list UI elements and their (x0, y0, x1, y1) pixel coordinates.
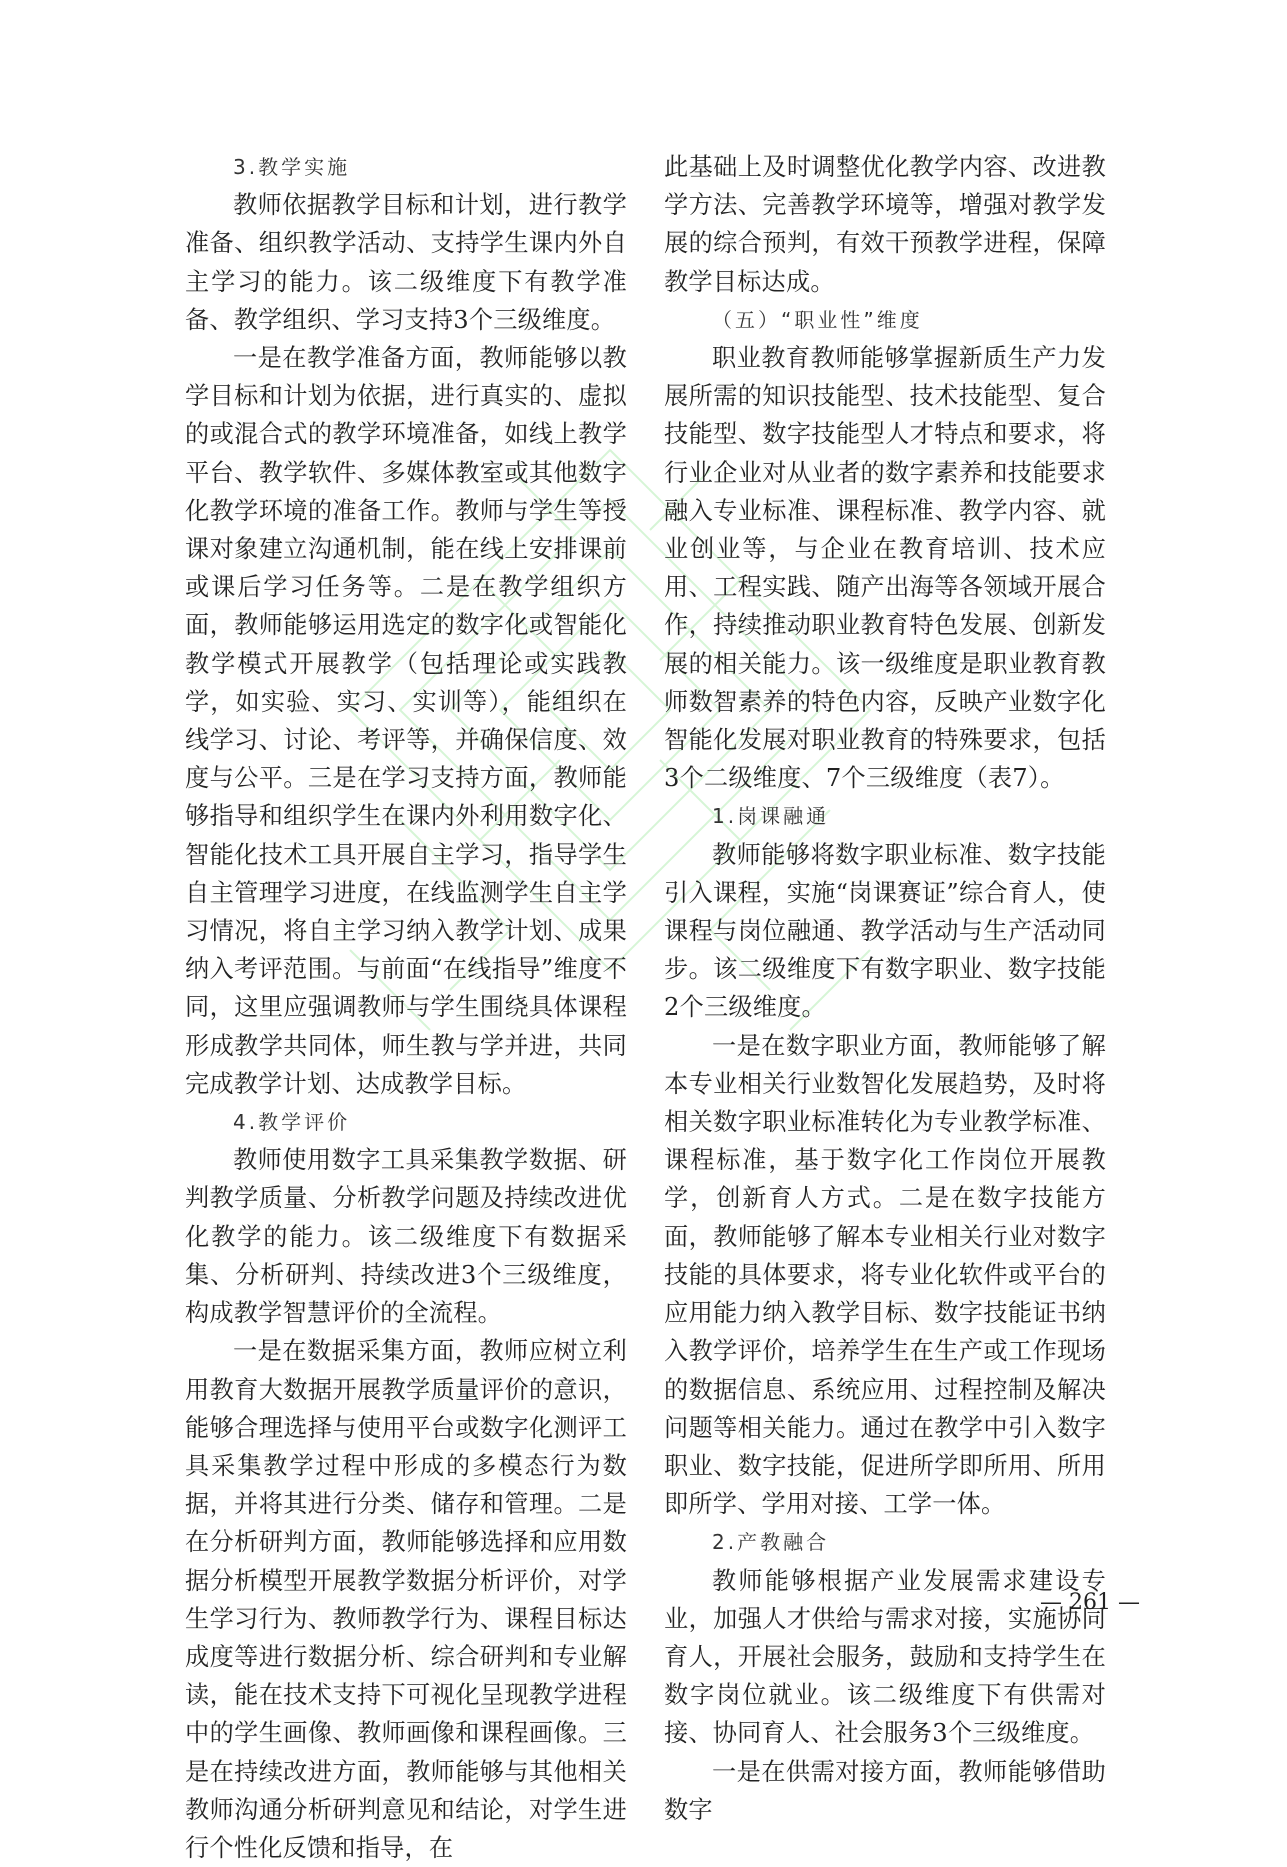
body-paragraph: 职业教育教师能够掌握新质生产力发展所需的知识技能型、技术技能型、复合技能型、数字技能型人才特点和要求，将行业企业对从业者的数字素养和技能要求融入专业标准、课程标准、教学内容、就业创业等，与企业在教育培训、技术应用、工程实践、随产出海等各领域开展合作，持续推动职业教育特色发展、创新发展的相关能力。该一级维度是职业教育教师数智素养的特色内容，反映产业数字化智能化发展对职业教育的特殊要求，包括3个二级维度、7个三级维度（表7）。 (664, 344, 1106, 793)
body-paragraph: 一是在教学准备方面，教师能够以教学目标和计划为依据，进行真实的、虚拟的或混合式的教学环境准备，如线上教学平台、教学软件、多媒体教室或其他数字化教学环境的准备工作。教师与学生等授课对象建立沟通机制，能在线上安排课前或课后学习任务等。二是在教学组织方面，教师能够运用选定的数字化或智能化教学模式开展教学（包括理论或实践教学，如实验、实习、实训等），能组织在线学习、讨论、考评等，并确保信度、效度与公平。三是在学习支持方面，教师能够指导和组织学生在课内外利用数字化、智能化技术工具开展自主学习，指导学生自主管理学习进度，在线监测学生自主学习情况，将自主学习纳入教学计划、成果纳入考评范围。与前面“在线指导”维度不同，这里应强调教师与学生围绕具体课程形成教学共同体，师生教与学并进，共同完成教学计划、达成教学目标。 (185, 344, 627, 1098)
section-heading-vocational-dimension: （五）“职业性”维度 (712, 307, 923, 332)
body-paragraph: 教师能够将数字职业标准、数字技能引入课程，实施“岗课赛证”综合育人，使课程与岗位融通、教学活动与生产活动同步。该二级维度下有数字职业、数字技能2个三级维度。 (664, 840, 1106, 1022)
body-paragraph: 一是在供需对接方面，教师能够借助数字 (664, 1757, 1106, 1824)
body-paragraph: 教师能够根据产业发展需求建设专业，加强人才供给与需求对接，实施协同育人，开展社会服务，鼓励和支持学生在数字岗位就业。该二级维度下有供需对接、协同育人、社会服务3个三级维度。 (664, 1566, 1106, 1748)
left-column (185, 148, 627, 1867)
body-paragraph: 一是在数据采集方面，教师应树立利用教育大数据开展教学质量评价的意识，能够合理选择与使用平台或数字化测评工具采集教学过程中形成的多模态行为数据，并将其进行分类、储存和管理。二是在分析研判方面，教师能够选择和应用数据分析模型开展教学数据分析评价，对学生学习行为、教师教学行为、课程目标达成度等进行数据分析、综合研判和专业解读，能在技术支持下可视化呈现教学进程中的学生画像、教师画像和课程画像。三是在持续改进方面，教师能够与其他相关教师沟通分析研判意见和结论，对学生进行个性化反馈和指导，在 (185, 1337, 627, 1862)
right-column (664, 148, 1106, 1829)
page-number: — 261 — (1040, 1590, 1140, 1615)
section-heading-industry-education-integration: 2.产教融合 (712, 1530, 830, 1555)
section-heading-teaching-evaluation: 4.教学评价 (233, 1110, 351, 1135)
body-paragraph: 教师使用数字工具采集教学数据、研判教学质量、分析教学问题及持续改进优化教学的能力。该二级维度下有数据采集、分析研判、持续改进3个三级维度，构成教学智慧评价的全流程。 (185, 1146, 627, 1328)
body-paragraph: 一是在数字职业方面，教师能够了解本专业相关行业数智化发展趋势，及时将相关数字职业标准转化为专业教学标准、课程标准，基于数字化工作岗位开展教学，创新育人方式。二是在数字技能方面，教师能够了解本专业相关行业对数字技能的具体要求，将专业化软件或平台的应用能力纳入教学目标、数字技能证书纳入教学评价，培养学生在生产或工作现场的数据信息、系统应用、过程控制及解决问题等相关能力。通过在教学中引入数字职业、数字技能，促进所学即所用、所用即所学、学用对接、工学一体。 (664, 1031, 1106, 1519)
section-heading-teaching-implementation: 3.教学实施 (233, 155, 351, 179)
section-heading-post-course-integration: 1.岗课融通 (712, 804, 830, 829)
continuation-paragraph: 此基础上及时调整优化教学内容、改进教学方法、完善教学环境等，增强对教学发展的综合预判，有效干预教学进程，保障教学目标达成。 (664, 153, 1106, 296)
body-paragraph: 教师依据教学目标和计划，进行教学准备、组织教学活动、支持学生课内外自主学习的能力。该二级维度下有教学准备、教学组织、学习支持3个三级维度。 (185, 191, 627, 334)
